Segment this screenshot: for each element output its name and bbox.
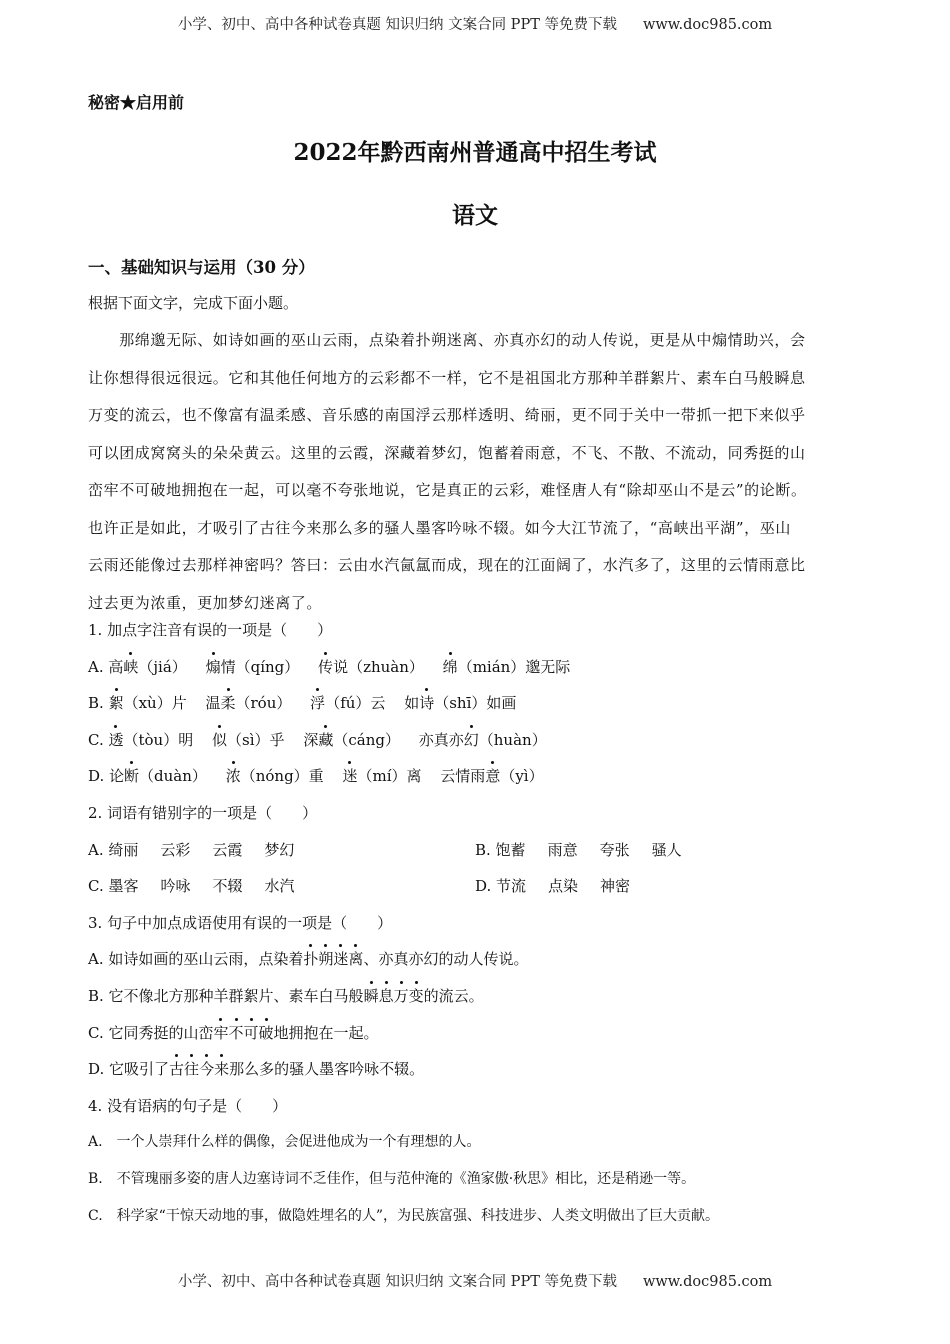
question-3-stem: 3. 句子中加点成语使用有误的一项是（ ） — [88, 913, 393, 932]
q3-option-c[interactable]: C. 它同秀挺的山峦牢不可破地拥抱在一起。 — [88, 1023, 379, 1042]
header-site: www.doc985.com — [642, 17, 773, 33]
instructions: 根据下面文字，完成下面小题。 — [88, 294, 299, 312]
q2-option-c[interactable]: C. 墨客 吟咏 不辍 水汽 — [88, 877, 295, 896]
q3-option-d[interactable]: D. 它吸引了古往今来那么多的骚人墨客吟咏不辍。 — [88, 1060, 425, 1079]
question-4-stem: 4. 没有语病的句子是（ ） — [88, 1096, 288, 1115]
emphasis-dot-char: 柔 — [220, 694, 236, 713]
q2-option-d[interactable]: D. 节流 点染 神密 — [475, 877, 631, 896]
exam-subject: 语文 — [452, 202, 498, 229]
emphasis-idiom: 瞬息万变 — [363, 986, 424, 1005]
exam-title: 2022年黔西南州普通高中招生考试 — [293, 139, 657, 166]
emphasis-dot-char: 絮 — [108, 694, 124, 713]
questions — [88, 620, 878, 1242]
emphasis-dot-char: 意 — [485, 767, 501, 786]
passage-line: 可以团成窝窝头的朵朵黄云。这里的云霞，深藏着梦幻，饱蓄着雨意，不飞、不散、不流动，同秀挺的山 — [88, 443, 806, 462]
question-1-stem: 1. 加点字注音有误的一项是（ ） — [88, 621, 333, 639]
confidential-label: 秘密★启用前 — [88, 93, 185, 112]
emphasis-dot-char: 绵 — [442, 657, 458, 676]
page-header — [0, 13, 950, 34]
emphasis-dot-char: 透 — [108, 730, 124, 749]
q1-option-c[interactable]: C. 透（tòu）明 似（sì）乎 深藏（cáng） 亦真亦幻（huàn） — [88, 730, 547, 749]
q2-options-row-2 — [88, 876, 878, 913]
q1-option-d[interactable]: D. 论断（duàn） 浓（nóng）重 迷（mí）离 云情雨意（yì） — [88, 767, 544, 786]
emphasis-dot-char: 迷 — [342, 767, 358, 786]
passage-line: 云雨还能像过去那样神密吗？答曰：云由水汽氤氲而成，现在的江面阔了，水汽多了，这里的云情雨意比 — [88, 556, 806, 574]
emphasis-dot-char: 幻 — [463, 730, 479, 749]
q2-options-row-1 — [88, 840, 878, 877]
q1-option-a[interactable]: A. 高峡（jiá） 煽情（qíng） 传说（zhuàn） 绵（mián）邈无际 — [88, 657, 571, 676]
passage-line: 峦牢不可破地拥抱在一起，可以毫不夸张地说，它是真正的云彩，难怪唐人有“除却巫山不是云”的论断。 — [88, 481, 807, 499]
q4-option-c[interactable]: C. 科学家“干惊天动地的事，做隐姓埋名的人”，为民族富强、科技进步、人类文明做出了巨大贡献。 — [88, 1207, 719, 1224]
q3-option-a[interactable]: A. 如诗如画的巫山云雨，点染着扑朔迷离、亦真亦幻的动人传说。 — [88, 950, 529, 969]
passage-line: 过去更为浓重，更加梦幻迷离了。 — [88, 593, 323, 612]
page-footer — [0, 1270, 950, 1291]
section-heading: 一、基础知识与运用（30 分） — [88, 258, 315, 277]
emphasis-idiom: 古往今来 — [169, 1060, 230, 1079]
question-2-stem: 2. 词语有错别字的一项是（ ） — [88, 803, 318, 822]
reading-passage — [88, 322, 873, 622]
q1-option-b[interactable]: B. 絮（xù）片 温柔（róu） 浮（fú）云 如诗（shī）如画 — [88, 694, 517, 713]
footer-site: www.doc985.com — [642, 1274, 773, 1290]
emphasis-dot-char: 传 — [318, 657, 334, 676]
emphasis-idiom: 牢不可破 — [213, 1023, 274, 1042]
passage-line: 让你想得很远很远。它和其他任何地方的云彩都不一样，它不是祖国北方那种羊群絮片、素车白马般瞬息 — [88, 368, 806, 387]
passage-line: 万变的流云，也不像富有温柔感、音乐感的南国浮云那样透明、绮丽，更不同于关中一带抓一把下来似乎 — [88, 406, 806, 424]
header-text: 小学、初中、高中各种试卷真题 知识归纳 文案合同 PPT 等免费下载 — [177, 17, 617, 33]
emphasis-dot-char: 藏 — [318, 730, 334, 749]
emphasis-dot-char: 浓 — [225, 767, 241, 786]
emphasis-dot-char: 浮 — [310, 694, 326, 713]
q2-option-b[interactable]: B. 饱蓄 雨意 夸张 骚人 — [475, 840, 682, 859]
q4-option-a[interactable]: A. 一个人崇拜什么样的偶像，会促进他成为一个有理想的人。 — [88, 1134, 481, 1151]
q2-option-a[interactable]: A. 绮丽 云彩 云霞 梦幻 — [88, 840, 295, 859]
emphasis-dot-char: 煽 — [205, 657, 221, 676]
emphasis-dot-char: 似 — [212, 730, 228, 749]
passage-line: 也许正是如此，才吸引了古往今来那么多的骚人墨客吟咏不辍。如今大江节流了，“高峡出平湖”，巫山 — [88, 518, 791, 537]
emphasis-dot-char: 断 — [124, 767, 140, 786]
q4-option-b[interactable]: B. 不管瑰丽多姿的唐人边塞诗词不乏佳作，但与范仲淹的《渔家傲·秋思》相比，还是稍逊一等。 — [88, 1170, 696, 1187]
footer-text: 小学、初中、高中各种试卷真题 知识归纳 文案合同 PPT 等免费下载 — [177, 1274, 617, 1290]
q3-option-b[interactable]: B. 它不像北方那种羊群絮片、素车白马般瞬息万变的流云。 — [88, 986, 484, 1005]
passage-line: 那绵邈无际、如诗如画的巫山云雨，点染着扑朔迷离、亦真亦幻的动人传说，更是从中煽情助兴，会 — [88, 331, 806, 349]
emphasis-idiom: 扑朔迷离 — [303, 950, 364, 969]
emphasis-dot-char: 诗 — [419, 694, 435, 713]
emphasis-dot-char: 峡 — [123, 657, 139, 676]
